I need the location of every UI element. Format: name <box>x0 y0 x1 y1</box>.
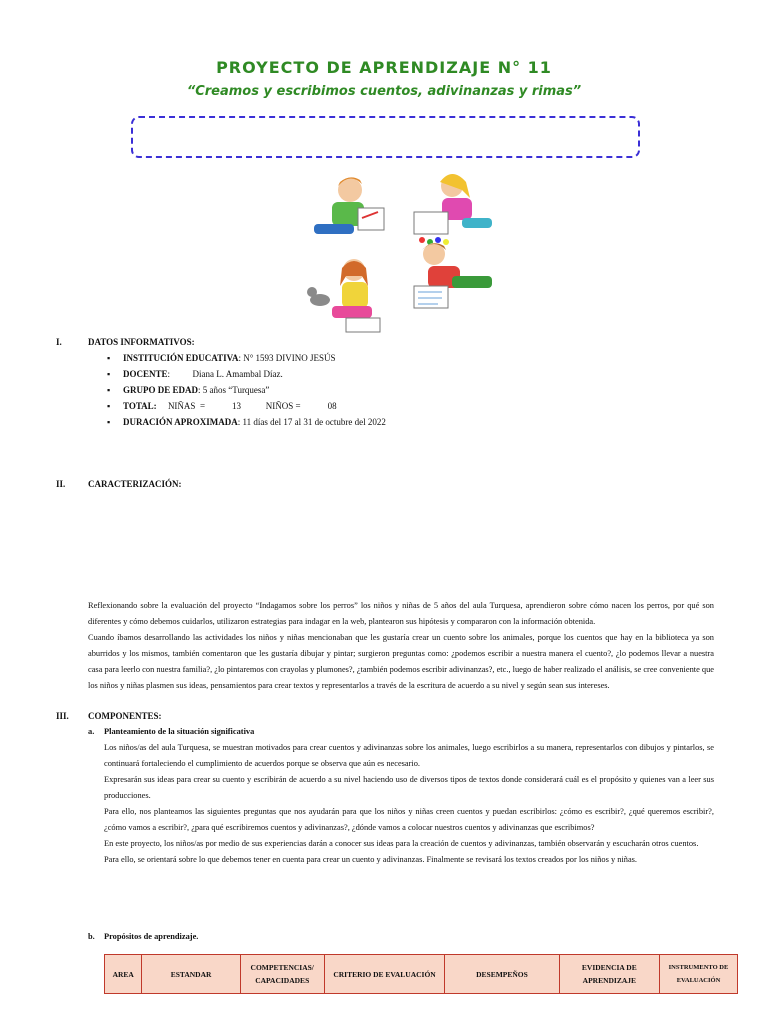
item-label: DURACIÓN APROXIMADA <box>123 417 238 427</box>
item-value: : 5 años “Turquesa” <box>198 385 270 395</box>
document-subtitle: “Creamos y escribimos cuentos, adivinanzas y rimas” <box>186 84 582 99</box>
subsection-a-label: a. <box>88 727 95 736</box>
paragraph: Los niños/as del aula Turquesa, se muestran motivados para crear cuentos y adivinanzas sobre los animales, luego escribirlos a su manera, representarlos con dibujos y pintarlos, se continuará fortaleciendo el cumplimiento de acuerdos porque se observa que aún es necesario. <box>104 743 714 768</box>
girl-reading-figure <box>307 259 380 332</box>
section2-heading: CARACTERIZACIÓN: <box>88 479 182 489</box>
item-value: : 11 días del 17 al 31 de octubre del 2022 <box>237 417 386 427</box>
header-instrumento: INSTRUMENTO DE EVALUACIÓN <box>659 955 737 994</box>
paragraph: Expresarán sus ideas para crear su cuento y escribirán de acuerdo a su nivel haciendo uso de diversos tipos de textos donde considerará cuál es el propósito y quienes van a leer sus producciones. <box>104 775 714 800</box>
item-label: GRUPO DE EDAD <box>123 385 199 395</box>
header-evidencia: EVIDENCIA DE APRENDIZAJE <box>559 955 659 994</box>
section1-number: I. <box>56 337 62 347</box>
table-header-row <box>105 955 738 994</box>
header-competencias: COMPETENCIAS/ CAPACIDADES <box>240 955 324 994</box>
paragraph: Reflexionando sobre la evaluación del proyecto “Indagamos sobre los perros” los niños y niñas de 5 años del aula Turquesa, aprendieron sobre cómo nacen los perros, por qué son diferentes y cómo debemos cuidarlos, utilizaron estrategias para indagar en la web, plantearon sus hipótesis y compararon con la información obtenida. <box>88 601 714 626</box>
item-value: NIÑAS = 13 NIÑOS = 08 <box>156 401 337 411</box>
bullet-icon: ▪ <box>107 353 111 363</box>
header-estandar: ESTANDAR <box>142 955 240 994</box>
bullet-icon: ▪ <box>107 401 111 411</box>
list-item <box>107 366 386 382</box>
bullet-icon: ▪ <box>107 369 111 379</box>
paragraph: Para ello, se orientará sobre lo que debemos tener en cuenta para crear un cuento y adivinanzas. Finalmente se revisará los textos creados por los niños y niñas. <box>104 855 638 864</box>
item-value: : N° 1593 DIVINO JESÚS <box>238 353 336 363</box>
section2-number: II. <box>56 479 66 489</box>
subsection-b-title-text: Propósitos de aprendizaje <box>104 932 197 941</box>
section3-title: COMPONENTES <box>88 711 159 721</box>
paragraph: Para ello, nos planteamos las siguientes preguntas que nos ayudarán para que los niños y niñas creen cuentos y puedan escribirlos: ¿cómo es escribir?, ¿qué queremos escribir?, ¿cómo vamos a escribir?, ¿para qué escribiremos cuentos y adivinanzas?, ¿dónde vamos a colocar nuestros cuentos y adivinanzas que escribimos? <box>104 807 714 832</box>
document-title: PROYECTO DE APRENDIZAJE N° 11 <box>216 58 552 77</box>
propositos-table <box>104 954 738 994</box>
header-criterio: CRITERIO DE EVALUACIÓN <box>324 955 445 994</box>
girl-painting-figure <box>414 174 492 245</box>
caracterizacion-text <box>88 598 714 694</box>
subsection-a-title: Planteamiento de la situación significativa <box>104 727 255 736</box>
item-value: : Diana L. Amambal Díaz. <box>167 369 283 379</box>
item-label: TOTAL: <box>123 401 157 411</box>
section2-title: CARACTERIZACIÓN <box>88 479 179 489</box>
list-item <box>107 398 386 414</box>
boy-drawing-figure <box>314 177 384 234</box>
dashed-box <box>131 116 640 158</box>
item-label: DOCENTE <box>123 369 168 379</box>
section3-number: III. <box>56 711 69 721</box>
section1-title: DATOS INFORMATIVOS <box>88 337 192 347</box>
datos-list <box>107 350 386 430</box>
boy-writing-figure <box>414 243 492 308</box>
subsection-b-label: b. <box>88 932 95 941</box>
subsection-b-title: Propósitos de aprendizaje. <box>104 932 199 941</box>
list-item <box>107 350 386 366</box>
section3-heading: COMPONENTES: <box>88 711 162 721</box>
header-desempenos: DESEMPEÑOS <box>445 955 559 994</box>
bullet-icon: ▪ <box>107 385 111 395</box>
paragraph: Cuando íbamos desarrollando las actividades los niños y niñas mencionaban que les gustaría crear un cuento sobre los animales, porque los cuentos que hay en la biblioteca ya son aburridos y los mismos, también comentaron que les gustaría dibujar y pintar; surgieron preguntas como: ¿podemos escribir a nuestra manera el cuento?, ¿lo podemos llevar a nuestra casa para leerlo con nuestra familia?, ¿lo pintaremos con crayolas y plumones?, ¿también podemos escribir adivinanzas?, etc., luego de haber realizado el análisis, se cree conveniente que los niños y niñas plasmen sus ideas, pensamientos para crear textos y representarlos a través de la escritura de acuerdo a su nivel y según sean sus intereses. <box>88 633 714 690</box>
bullet-icon: ▪ <box>107 417 111 427</box>
situacion-text <box>104 740 714 868</box>
paragraph: En este proyecto, los niños/as por medio de sus experiencias darán a conocer sus ideas para la creación de cuentos y adivinanzas, también observarán y escucharán otros cuentos. <box>104 839 699 848</box>
list-item <box>107 414 386 430</box>
section1-heading: DATOS INFORMATIVOS: <box>88 337 195 347</box>
item-label: INSTITUCIÓN EDUCATIVA <box>123 353 239 363</box>
list-item <box>107 382 386 398</box>
children-illustration <box>302 168 512 340</box>
header-area: AREA <box>105 955 142 994</box>
